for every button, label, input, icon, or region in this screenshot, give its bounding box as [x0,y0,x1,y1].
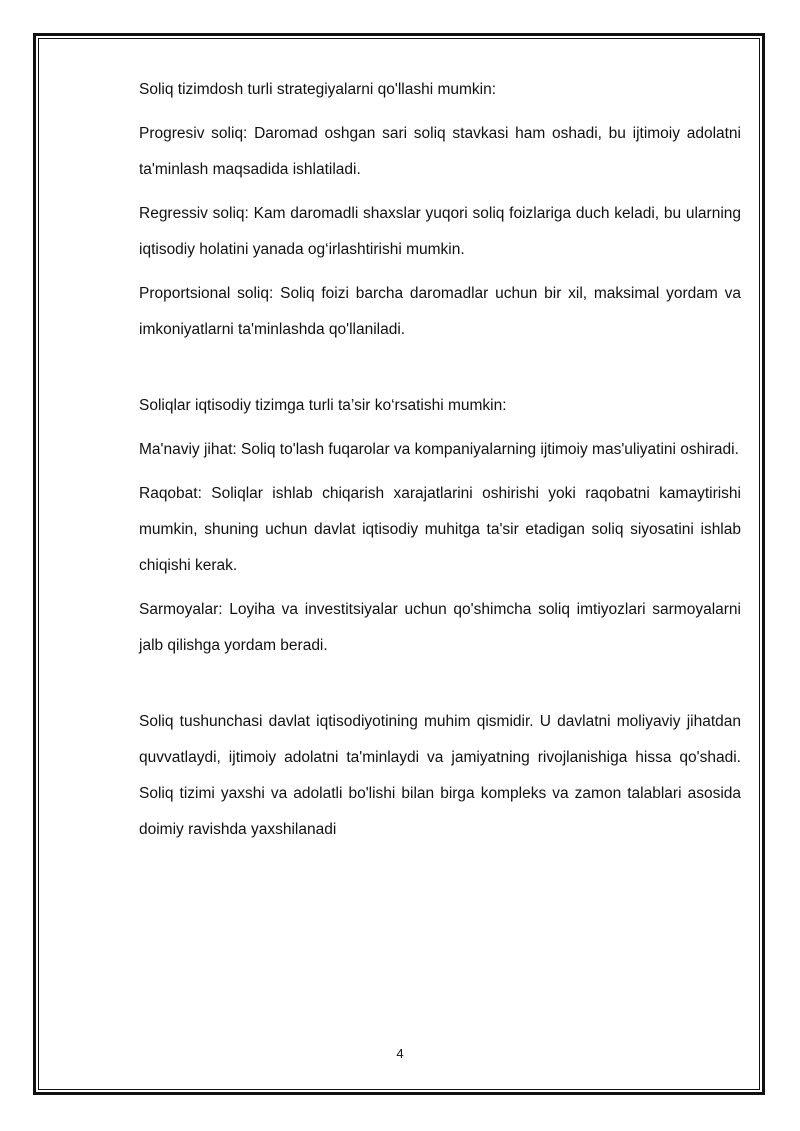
paragraph-progressive-tax: Progresiv soliq: Daromad oshgan sari soliq stavkasi ham oshadi, bu ijtimoiy adolatni ta'minlash maqsadida ishlatiladi. [139,125,741,178]
paragraph-regressive-tax: Regressiv soliq: Kam daromadli shaxslar yuqori soliq foizlariga duch keladi, bu ularning iqtisodiy holatini yanada og‘irlashtirishi mumkin. [139,205,741,258]
page-number: 4 [396,1046,404,1061]
paragraph-moral-aspect: Ma'naviy jihat: Soliq to'lash fuqarolar va kompaniyalarning ijtimoiy mas'uliyatini oshiradi. [139,441,739,458]
document-body [139,72,741,856]
paragraph-proportional-tax: Proportsional soliq: Soliq foizi barcha daromadlar uchun bir xil, maksimal yordam va imkoniyatlarni ta'minlashda qo'llaniladi. [139,285,741,338]
paragraph-competition: Raqobat: Soliqlar ishlab chiqarish xarajatlarini oshirishi yoki raqobatni kamaytirishi mumkin, shuning uchun davlat iqtisodiy muhitga ta'sir etadigan soliq siyosatini ishlab chiqishi kerak. [139,485,741,574]
paragraph-strategies-intro: Soliq tizimdosh turli strategiyalarni qo'llashi mumkin: [139,81,497,98]
paragraph-effects-intro: Soliqlar iqtisodiy tizimga turli ta’sir ko‘rsatishi mumkin: [139,397,507,414]
paragraph-conclusion: Soliq tushunchasi davlat iqtisodiyotining muhim qismidir. U davlatni moliyaviy jihatdan quvvatlaydi, ijtimoiy adolatni ta'minlaydi va jamiyatning rivojlanishiga hissa qo'shadi. Soliq tizimi yaxshi va adolatli bo'lishi bilan birga kompleks va zamon talablari asosida doimiy ravishda yaxshilanadi [139,713,741,838]
paragraph-investments: Sarmoyalar: Loyiha va investitsiyalar uchun qo'shimcha soliq imtiyozlari sarmoyalarni jalb qilishga yordam beradi. [139,601,741,654]
